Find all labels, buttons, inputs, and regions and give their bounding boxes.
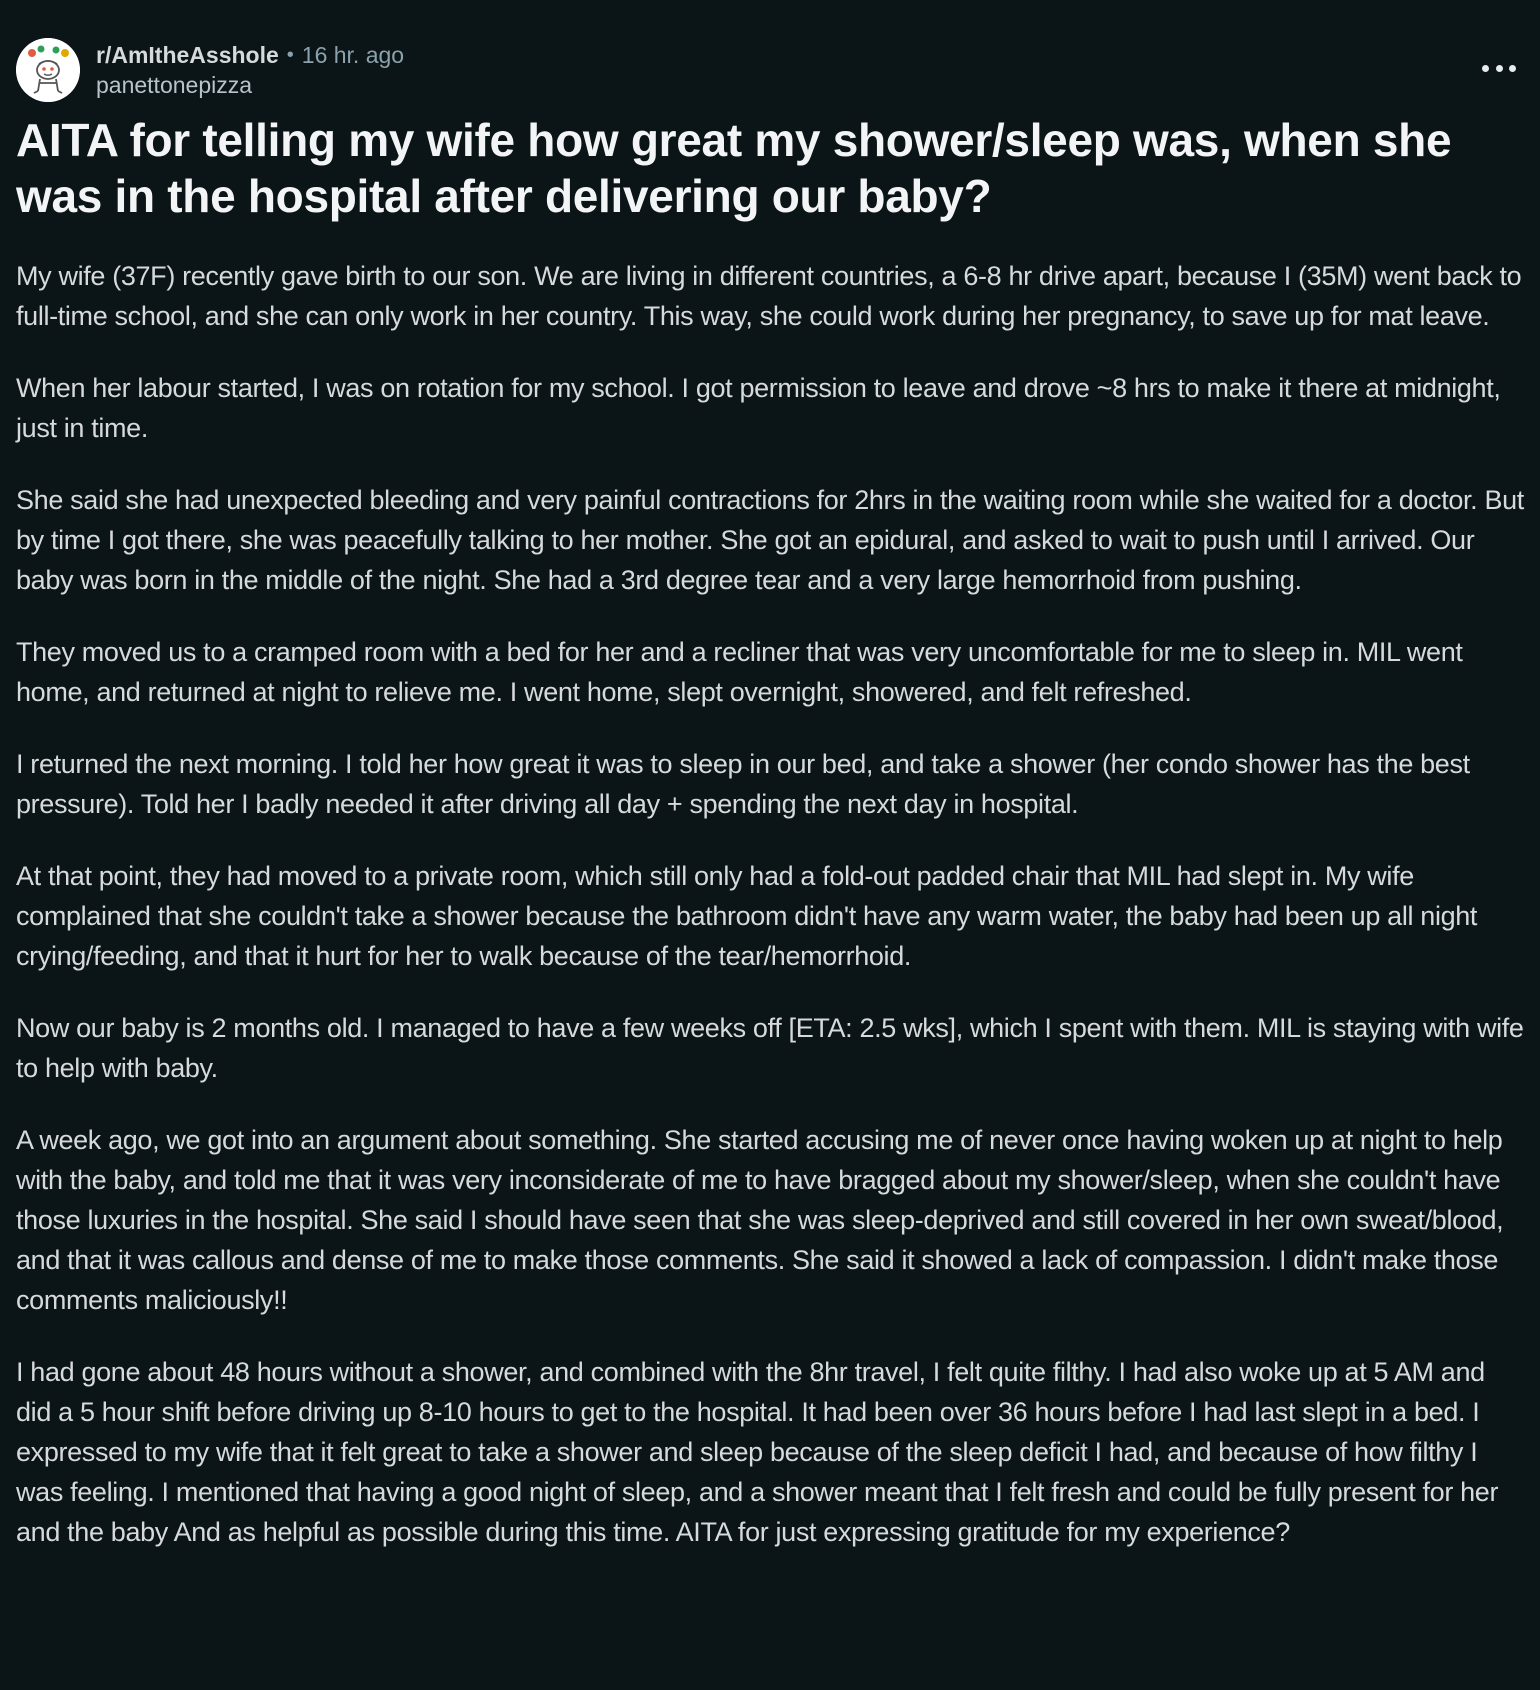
post-paragraph: At that point, they had moved to a private room, which still only had a fold-out padded chair that MIL had slept in. My wife complained that she couldn't take a shower because the bathroom didn't have any warm water, the baby had been up all night crying/feeding, and that it hurt for her to walk because of the tear/hemorrhoid.	[16, 861, 1478, 971]
post-title[interactable]: AITA for telling my wife how great my shower/sleep was, when she was in the hospital after delivering our baby?	[16, 114, 1452, 222]
author-link[interactable]: panettonepizza	[96, 72, 253, 98]
more-dot	[1482, 65, 1489, 72]
post-timestamp: 16 hr. ago	[301, 42, 405, 68]
more-options-icon[interactable]	[1482, 56, 1516, 80]
more-dot	[1509, 65, 1516, 72]
subreddit-avatar-icon[interactable]	[16, 38, 80, 102]
post-paragraph: I returned the next morning. I told her how great it was to sleep in our bed, and take a shower (her condo shower has the best pressure). Told her I badly needed it after driving all day + spending the next day in hospital.	[16, 749, 1470, 819]
post-paragraph: They moved us to a cramped room with a bed for her and a recliner that was very uncomfortable for me to sleep in. MIL went home, and returned at night to relieve me. I went home, slept overnight, showered, and felt refreshed.	[16, 637, 1463, 707]
post-paragraph: Now our baby is 2 months old. I managed to have a few weeks off [ETA: 2.5 wks], which I spent with them. MIL is staying with wife to help with baby.	[16, 1013, 1524, 1083]
post-paragraph: A week ago, we got into an argument about something. She started accusing me of never once having woken up at night to help with the baby, and told me that it was very inconsiderate of me to have bragged about my shower/sleep, when she couldn't have those luxuries in the hospital. She said I should have seen that she was sleep-deprived and still covered in her own sweat/blood, and that it was callous and dense of me to make those comments. She said it showed a lack of compassion. I didn't make those comments maliciously!!	[16, 1125, 1504, 1315]
meta-separator: •	[286, 44, 294, 66]
post-paragraph: She said she had unexpected bleeding and very painful contractions for 2hrs in the waiting room while she waited for a doctor. But by time I got there, she was peacefully talking to her mother. She got an epidural, and asked to wait to push until I arrived. Our baby was born in the middle of the night. She had a 3rd degree tear and a very large hemorrhoid from pushing.	[16, 485, 1524, 595]
more-dot	[1496, 65, 1503, 72]
post-body	[16, 256, 1524, 1584]
post-header	[16, 38, 1516, 104]
post-paragraph: I had gone about 48 hours without a shower, and combined with the 8hr travel, I felt quite filthy. I had also woke up at 5 AM and did a 5 hour shift before driving up 8-10 hours to get to the hospital. It had been over 36 hours before I had last slept in a bed. I expressed to my wife that it felt great to take a shower and sleep because of the sleep deficit I had, and because of how filthy I was feeling. I mentioned that having a good night of sleep, and a shower meant that I felt fresh and could be fully present for her and the baby And as helpful as possible during this time. AITA for just expressing gratitude for my experience?	[16, 1357, 1499, 1547]
subreddit-link[interactable]: r/AmItheAsshole	[96, 42, 279, 68]
post-paragraph: My wife (37F) recently gave birth to our son. We are living in different countries, a 6-8 hr drive apart, because I (35M) went back to full-time school, and she can only work in her country. This way, she could work during her pregnancy, to save up for mat leave.	[16, 261, 1522, 331]
post-meta-line	[96, 40, 404, 70]
post-meta	[96, 40, 404, 100]
post-paragraph: When her labour started, I was on rotation for my school. I got permission to leave and drove ~8 hrs to make it there at midnight, just in time.	[16, 373, 1501, 443]
